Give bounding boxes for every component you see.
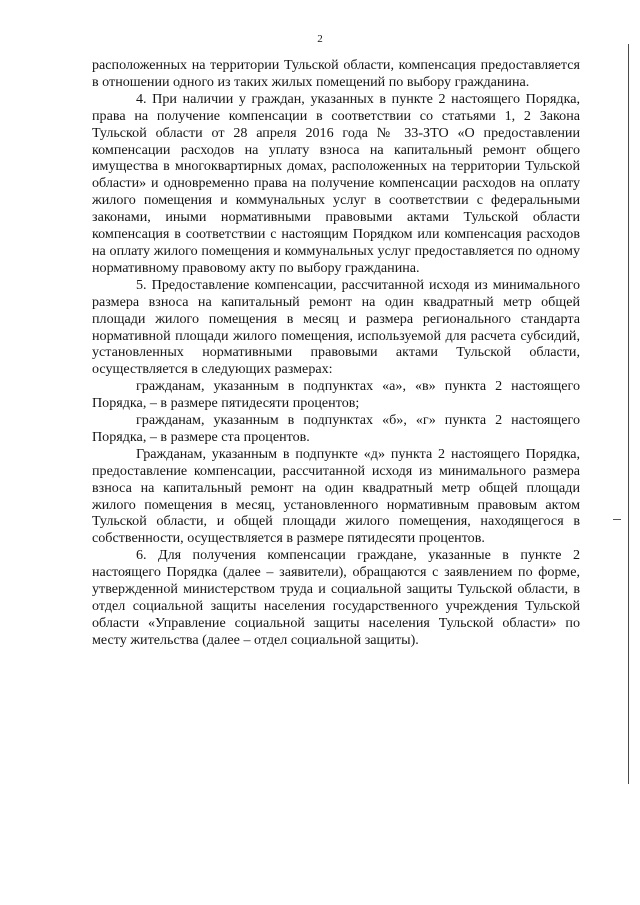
paragraph-item-6: 6. Для получения компенсации граждане, указанные в пункте 2 настоящего Порядка (далее – заявители), обращаются с заявлением по форме, утвержденной министерством труда и социальной защиты Тульской области, в отдел социальной защиты населения государственного учреждения Тульской области «Управление социальной защиты населения Тульской области» по месту жительства (далее – отдел социальной защиты). [92,547,580,648]
paragraph-item-4: 4. При наличии у граждан, указанных в пункте 2 настоящего Порядка, права на получение компенсации в соответствии со статьями 1, 2 Закона Тульской области от 28 апреля 2016 года № 33-ЗТО «О предоставлении компенсации расходов на уплату взноса на капитальный ремонт общего имущества в многоквартирных домах, расположенных на территории Тульской области» и одновременно права на получение компенсации расходов на оплату жилого помещения и коммунальных услуг в соответствии с федеральными законами, иными нормативными правовыми актами Тульской области компенсация в соответствии с настоящим Порядком или компенсация расходов на оплату жилого помещения и коммунальных услуг предоставляется по одному нормативному правовому акту по выбору гражданина. [92,90,580,276]
paragraph-item-5: 5. Предоставление компенсации, рассчитанной исходя из минимального размера взноса на капитальный ремонт на один квадратный метр общей площади жилого помещения в месяц и размера регионального стандарта нормативной площади жилого помещения, используемой для расчета субсидий, установленных нормативными правовыми актами Тульской области, осуществляется в следующих размерах: [92,276,580,378]
scan-edge-mark [613,519,621,520]
scan-edge-line [628,44,629,784]
paragraph-subitem-d: Гражданам, указанным в подпункте «д» пункта 2 настоящего Порядка, предоставление компенсации, рассчитанной исходя из минимального размера взноса на капитальный ремонт на один квадратный метр общей площади жилого помещения в месяц, установленного нормативным правовым актом Тульской области, и общей площади жилого помещения, находящегося в собственности, осуществляется в размере пятидесяти процентов. [92,445,580,547]
paragraph-subitem-a-v: гражданам, указанным в подпунктах «а», «в» пункта 2 настоящего Порядка, – в размере пятидесяти процентов; [92,378,580,412]
document-body [92,57,580,649]
paragraph-continuation: расположенных на территории Тульской области, компенсация предоставляется в отношении одного из таких жилых помещений по выбору гражданина. [92,57,580,90]
paragraph-subitem-b-g: гражданам, указанным в подпунктах «б», «г» пункта 2 настоящего Порядка, – в размере ста процентов. [92,412,580,445]
page-number: 2 [317,33,323,45]
